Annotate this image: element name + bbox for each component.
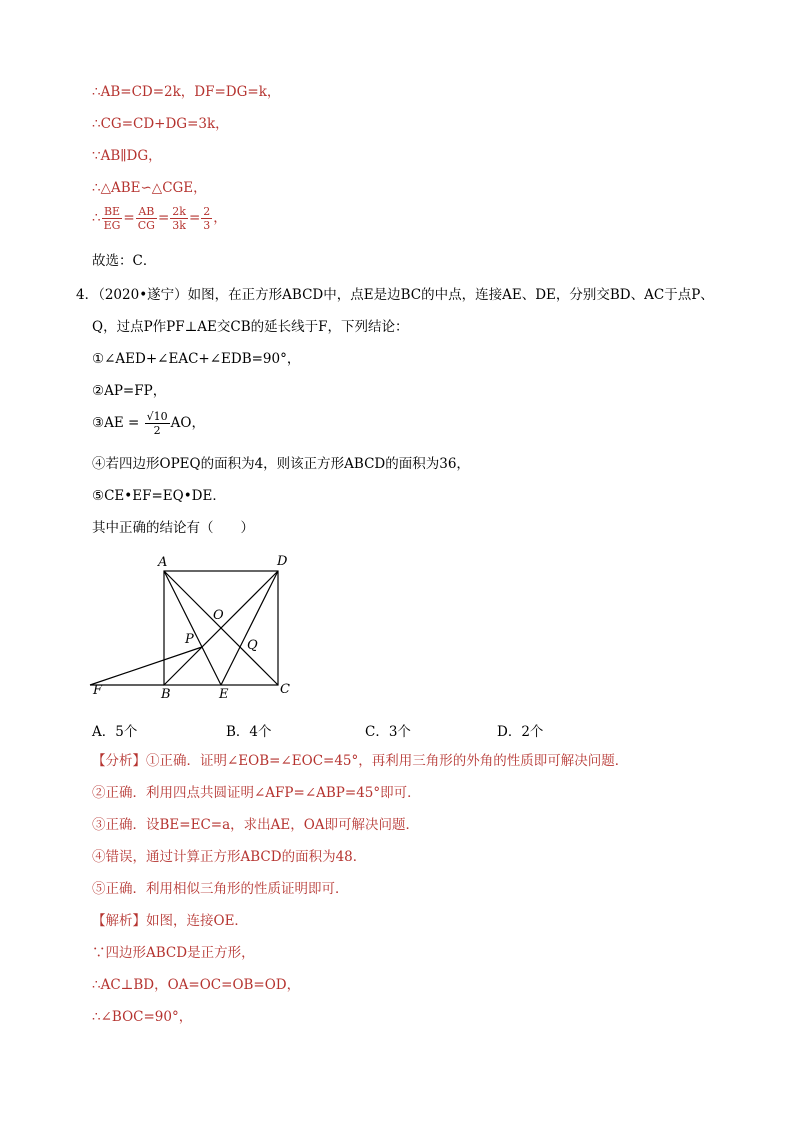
analysis-line-5: ⑤正确．利用相似三角形的性质证明即可． (92, 881, 349, 897)
fraction-ab-cg: $\frac{AB}{CG}$ (137, 205, 155, 232)
label-e: E (219, 687, 229, 702)
conclusion-3: ③AE = $\frac{√10}{2}$ AO， (92, 410, 205, 437)
geometry-figure (85, 550, 305, 710)
analysis-line-2: ②正确．利用四点共圆证明∠AFP=∠ABP=45°即可． (92, 785, 421, 801)
analysis-line-4: ④错误，通过计算正方形ABCD的面积为48． (92, 849, 367, 865)
solution-line-1: ∵四边形ABCD是正方形， (92, 945, 255, 961)
solution-line-3: ∴∠BOC=90°， (92, 1009, 193, 1025)
fraction-sqrt10-2: $\frac{√10}{2}$ (146, 410, 168, 437)
prev-solution-line-4: ∴△ABE∽△CGE， (92, 180, 207, 196)
fraction-2k-3k: $\frac{2k}{3k}$ (172, 205, 186, 232)
label-c: C (280, 682, 290, 697)
option-c: C．3个 (365, 724, 411, 740)
option-b: B．4个 (226, 724, 272, 740)
prev-solution-line-3: ∵AB∥DG， (92, 148, 162, 164)
segment-pf (90, 647, 202, 685)
conclusion-4: ④若四边形OPEQ的面积为4，则该正方形ABCD的面积为36， (92, 456, 470, 472)
question-ask: 其中正确的结论有（ ） (92, 520, 254, 536)
label-a: A (158, 555, 168, 570)
prev-solution-fraction-line: ∴ $\frac{BE}{EG}$ = $\frac{AB}{CG}$ = $\frac{2k}{3k}$ = $\frac{2}{3}$ ， (92, 205, 227, 232)
solution-line-2: ∴AC⊥BD，OA=OC=OB=OD， (92, 977, 301, 993)
prev-solution-line-2: ∴CG=CD+DG=3k， (92, 116, 229, 132)
conclusion-1: ①∠AED+∠EAC+∠EDB=90°， (92, 351, 301, 367)
therefore-symbol: ∴ (92, 210, 101, 226)
label-f: F (93, 683, 103, 698)
solution-tag: 【解析】 (92, 913, 146, 929)
question-line-1: 4．（2020•遂宁）如图，在正方形ABCD中，点E是边BC的中点，连接AE、DE，分别交BD、AC于点P、 (76, 287, 714, 303)
solution-line-0: 【解析】如图，连接OE． (92, 913, 248, 929)
conclusion-2: ②AP=FP， (92, 383, 167, 399)
option-d: D．2个 (497, 724, 544, 740)
fraction-2-3: $\frac{2}{3}$ (203, 205, 211, 232)
segment-de (221, 571, 278, 685)
analysis-line-3: ③正确．设BE=EC=a，求出AE，OA即可解决问题． (92, 817, 420, 833)
label-b: B (161, 687, 171, 702)
label-d: D (277, 554, 288, 569)
analysis-tag: 【分析】 (92, 753, 146, 769)
prev-solution-line-1: ∴AB=CD=2k，DF=DG=k， (92, 84, 281, 100)
label-o: O (213, 608, 224, 623)
analysis-line-1: 【分析】①正确．证明∠EOB=∠EOC=45°，再利用三角形的外角的性质即可解决问题． (92, 753, 629, 769)
segment-ae (164, 571, 221, 685)
label-q: Q (247, 638, 258, 653)
question-line-2: Q，过点P作PF⊥AE交CB的延长线于F，下列结论： (92, 319, 409, 335)
option-a: A．5个 (92, 724, 138, 740)
prev-answer: 故选：C． (92, 253, 157, 269)
fraction-be-eg: $\frac{BE}{EG}$ (103, 205, 121, 232)
conclusion-5: ⑤CE•EF=EQ•DE． (92, 488, 226, 504)
label-p: P (185, 632, 194, 647)
